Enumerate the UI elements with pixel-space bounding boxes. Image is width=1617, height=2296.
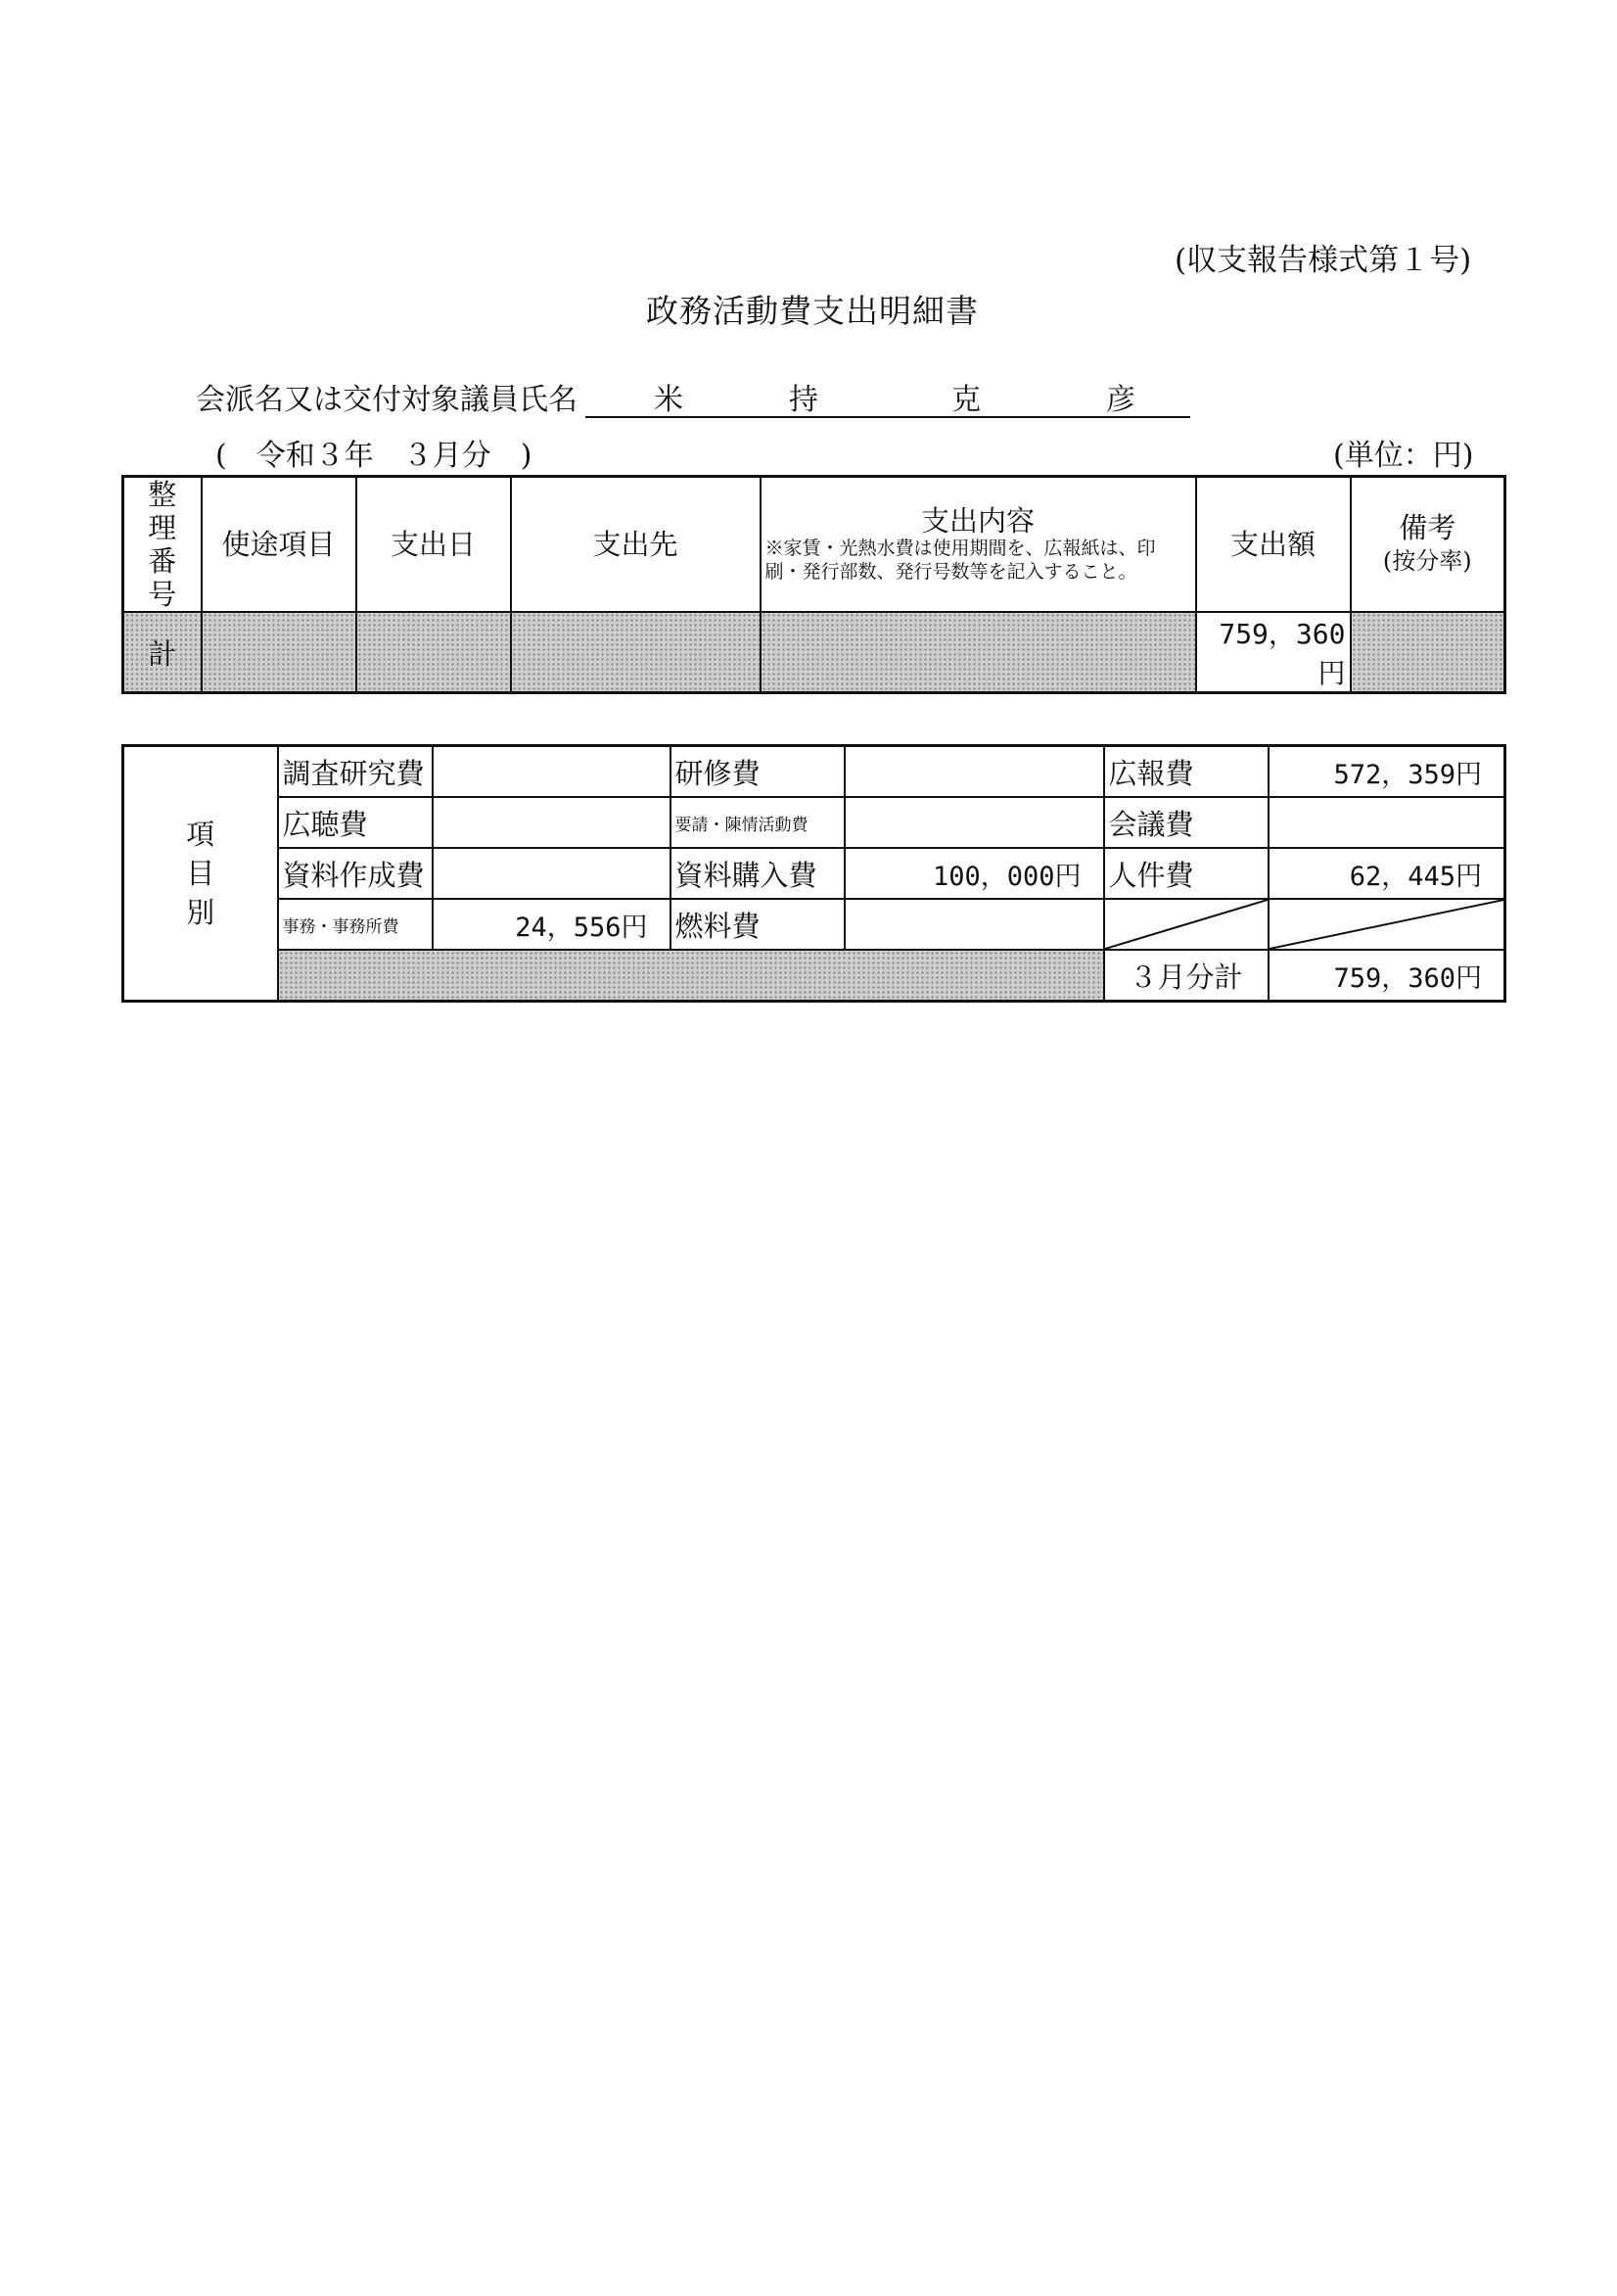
summary-item-value [845, 797, 1104, 848]
summary-row [123, 848, 1505, 899]
monthly-total-value: 759，360円 [1269, 950, 1505, 1002]
summary-row [123, 797, 1505, 848]
summary-item-value: 62，445円 [1269, 848, 1505, 899]
header-amount: 支出額 [1196, 477, 1351, 613]
summary-row [123, 899, 1505, 950]
form-number: (収支報告様式第１号) [1175, 243, 1472, 278]
redacted-cell [202, 612, 356, 693]
category-label: 項目別 [123, 746, 278, 1002]
header-date: 支出日 [356, 477, 511, 613]
summary-item-value: 100，000円 [845, 848, 1104, 899]
detail-header-row [123, 477, 1505, 613]
summary-item-label: 資料作成費 [278, 848, 433, 899]
summary-item-label: 要請・陳情活動費 [670, 797, 845, 848]
empty-diagonal-cell [1269, 899, 1505, 950]
summary-item-label: 広聴費 [278, 797, 433, 848]
header-content-note: ※家賃・光熱水費は使用期間を、広報紙は、印刷・発行部数、発行号数等を記入すること。 [764, 538, 1156, 583]
summary-item-label: 会議費 [1104, 797, 1269, 848]
member-name-char: 米 [654, 383, 683, 417]
summary-item-value: 24，556円 [433, 899, 670, 950]
unit-label: (単位：円) [1333, 439, 1474, 473]
member-name-field [585, 375, 1190, 418]
member-label: 会派名又は交付対象議員氏名 [196, 383, 578, 417]
header-remarks [1351, 477, 1505, 613]
summary-item-value [845, 899, 1104, 950]
summary-item-value [433, 746, 670, 798]
header-purpose: 使途項目 [202, 477, 356, 613]
total-label: 計 [123, 612, 202, 693]
empty-diagonal-cell [1104, 899, 1269, 950]
summary-item-label: 調査研究費 [278, 746, 433, 798]
detail-total-row [123, 612, 1505, 693]
summary-item-label: 事務・事務所費 [278, 899, 433, 950]
member-name-char: 持 [789, 383, 818, 417]
header-remarks-title: 備考 [1399, 511, 1456, 544]
redacted-cell [511, 612, 761, 693]
total-amount: 759，360円 [1196, 612, 1351, 693]
redacted-cell [356, 612, 511, 693]
member-name-char: 彦 [1106, 383, 1135, 417]
monthly-total-label: ３月分計 [1104, 950, 1269, 1002]
summary-item-label: 研修費 [670, 746, 845, 798]
header-payee: 支出先 [511, 477, 761, 613]
member-name-char: 克 [951, 383, 981, 417]
summary-item-label: 人件費 [1104, 848, 1269, 899]
document-title: 政務活動費支出明細書 [646, 292, 979, 330]
redacted-cell [1351, 612, 1505, 693]
summary-row [123, 746, 1505, 798]
header-content-title: 支出内容 [920, 504, 1035, 538]
summary-item-value [433, 848, 670, 899]
summary-item-label: 広報費 [1104, 746, 1269, 798]
header-remarks-sub: (按分率) [1382, 547, 1472, 575]
header-ref-no: 整理番号 [123, 477, 202, 613]
summary-item-value [433, 797, 670, 848]
summary-item-value: 572，359円 [1269, 746, 1505, 798]
expense-detail-table [121, 475, 1506, 694]
summary-item-value [1269, 797, 1505, 848]
report-period: ( 令和３年 ３月分 ) [215, 439, 532, 473]
summary-item-label: 資料購入費 [670, 848, 845, 899]
summary-item-value [845, 746, 1104, 798]
header-content [761, 477, 1196, 613]
category-summary-table [121, 744, 1506, 1003]
redacted-cell [278, 950, 1104, 1002]
summary-item-label: 燃料費 [670, 899, 845, 950]
summary-total-row [123, 950, 1505, 1002]
redacted-cell [761, 612, 1196, 693]
